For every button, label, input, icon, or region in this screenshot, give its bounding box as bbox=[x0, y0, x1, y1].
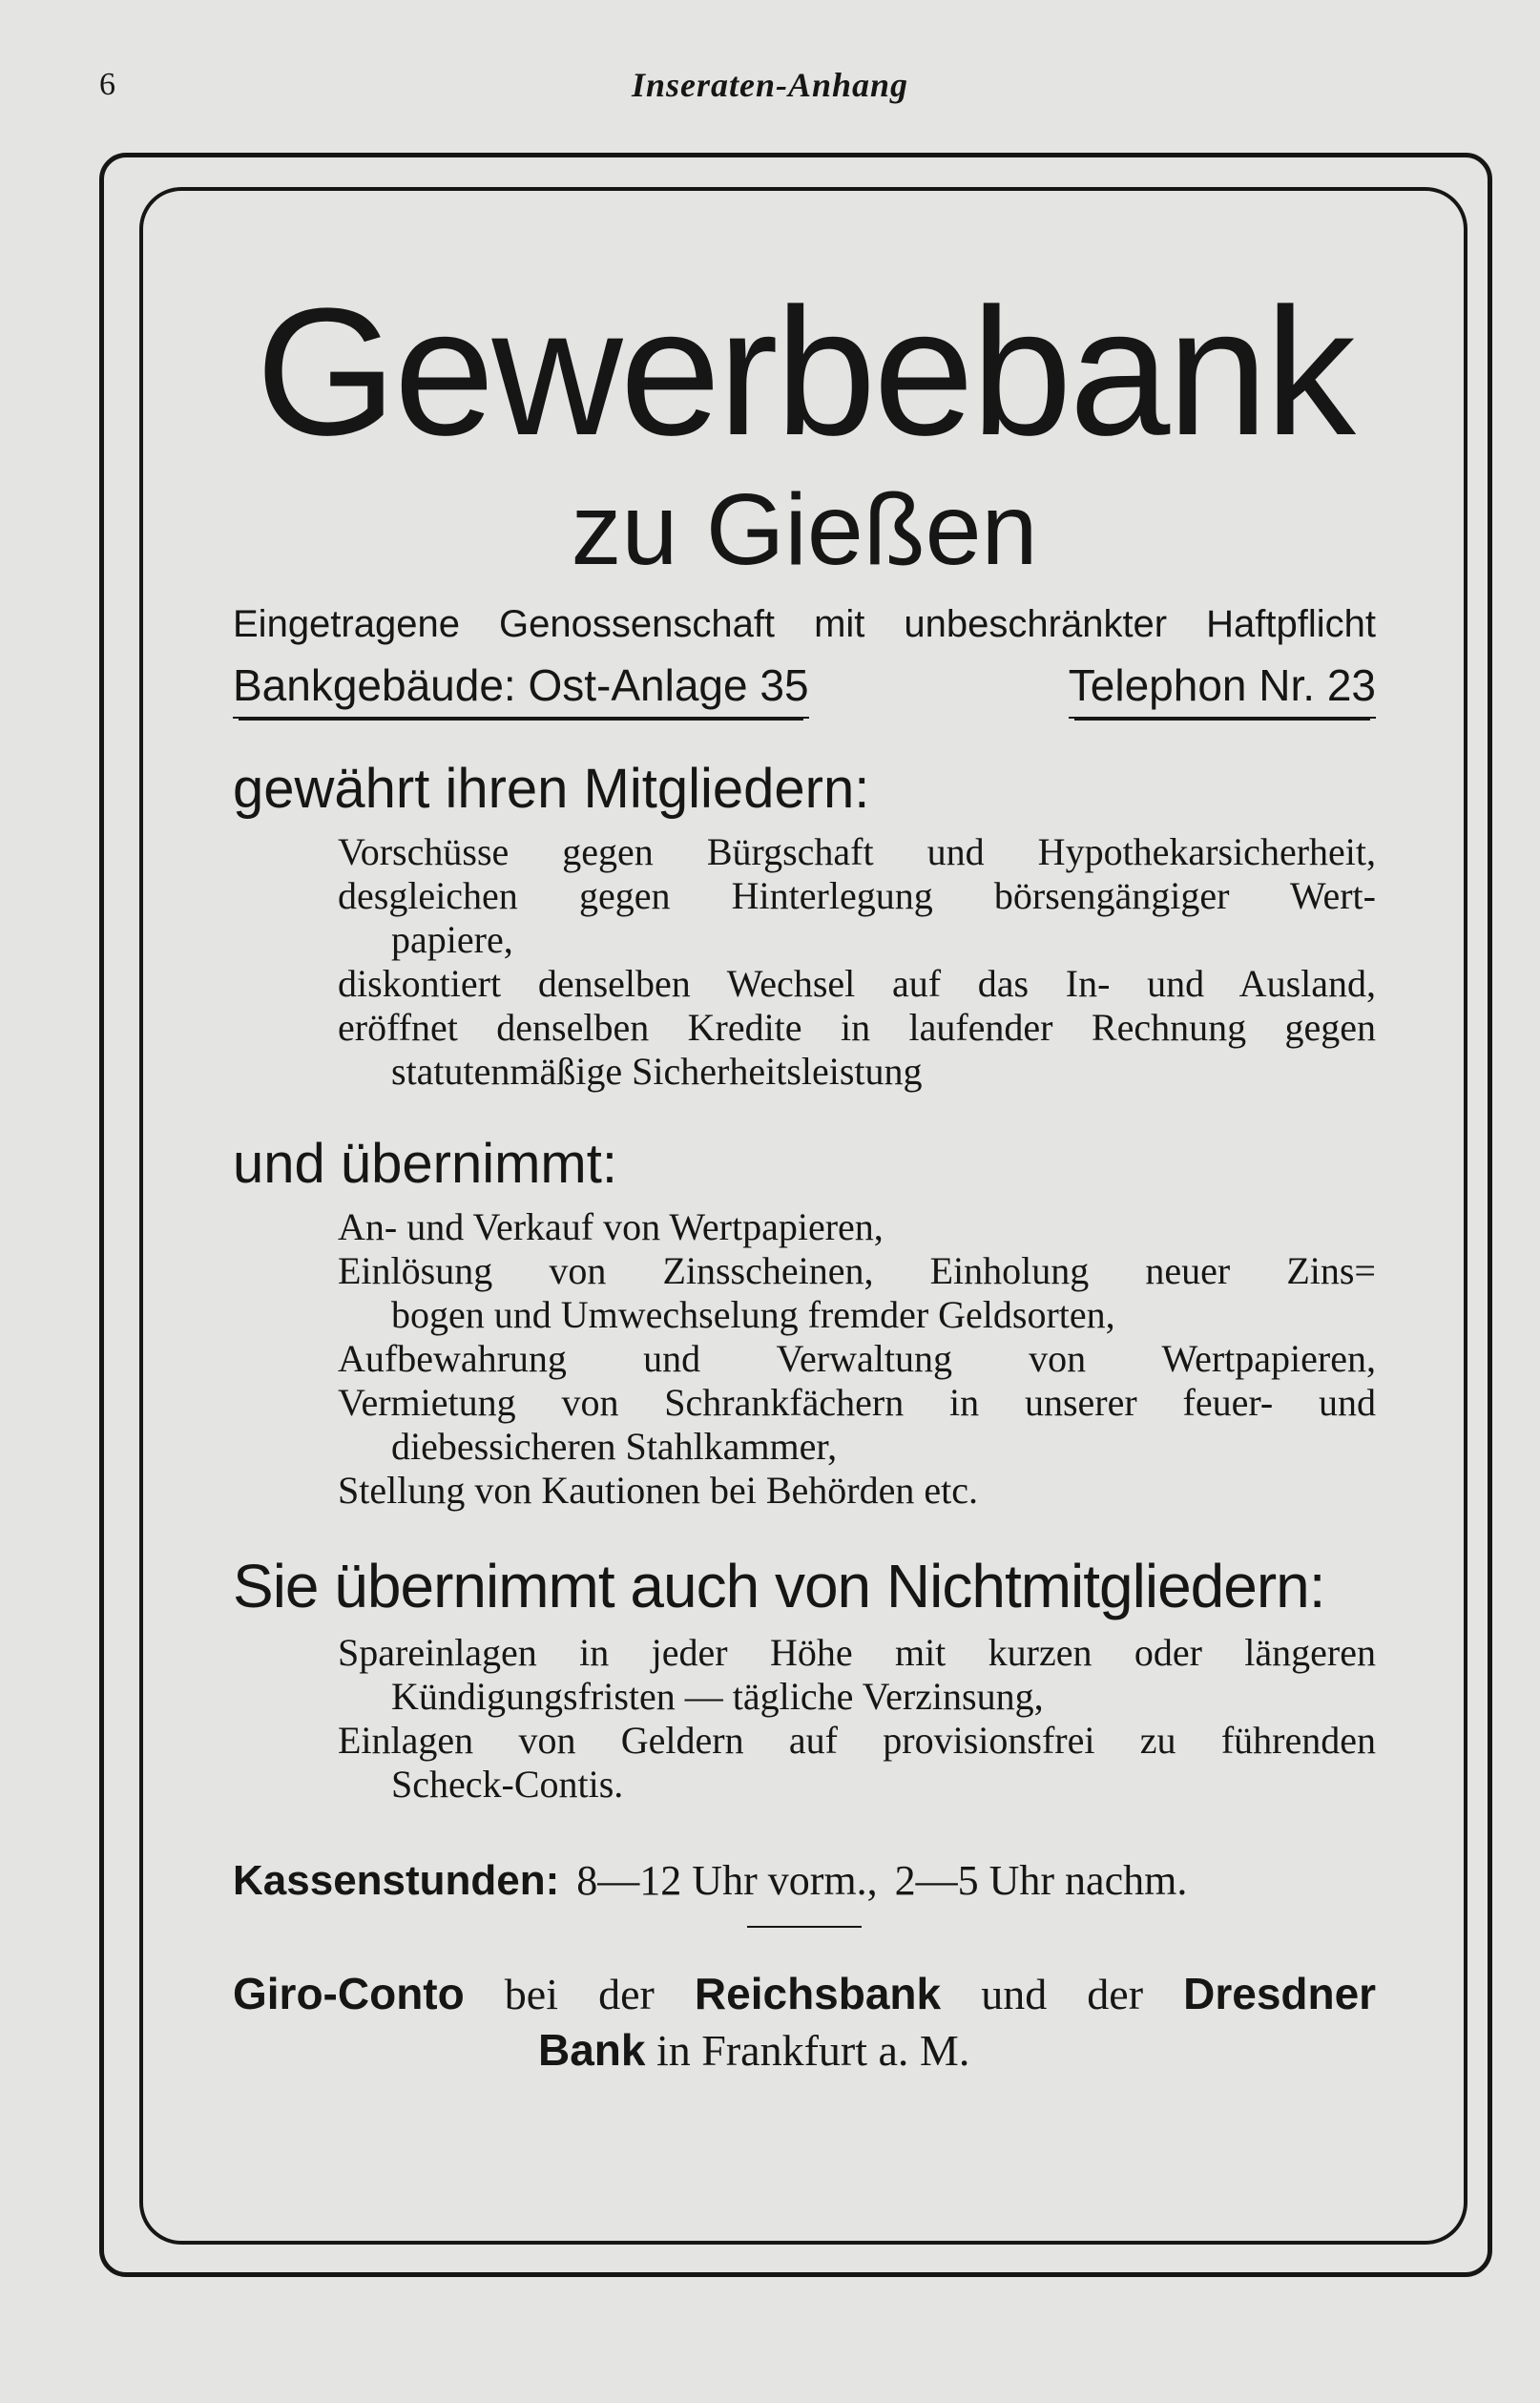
hours-morning: 8—12 Uhr vorm., bbox=[576, 1857, 878, 1904]
list-item: bogen und Umwechselung fremder Geldsorten, bbox=[391, 1293, 1115, 1336]
list-item: Aufbewahrung und Verwaltung von Wertpapieren, bbox=[338, 1337, 1376, 1380]
list-item: Spareinlagen in jeder Höhe mit kurzen oder längeren bbox=[338, 1631, 1376, 1674]
registration-line: Eingetragene Genossenschaft mit unbeschränkter Haftpflicht bbox=[233, 603, 1376, 645]
running-head: Inseraten-Anhang bbox=[631, 66, 909, 104]
cash-hours bbox=[233, 1856, 1376, 1905]
bank-address: Bankgebäude: Ost-Anlage 35 bbox=[233, 659, 809, 719]
list-item: Vermietung von Schrankfächern in unserer feuer- und bbox=[338, 1381, 1376, 1424]
divider bbox=[747, 1926, 862, 1928]
list-item: papiere, bbox=[391, 918, 513, 961]
giro-bank-reichsbank: Reichsbank bbox=[694, 1969, 942, 2018]
giro-location: in Frankfurt a. M. bbox=[656, 2026, 970, 2075]
giro-word: der bbox=[598, 1970, 655, 2018]
list-item: diebessicheren Stahlkammer, bbox=[391, 1425, 838, 1468]
list-item: statutenmäßige Sicherheitsleistung bbox=[391, 1050, 923, 1093]
section3-heading: Sie übernimmt auch von Nichtmitgliedern: bbox=[233, 1552, 1325, 1620]
bank-phone: Telephon Nr. 23 bbox=[1069, 659, 1376, 719]
giro-bank-dresdner: Dresdner bbox=[1183, 1969, 1377, 2018]
list-item: Einlösung von Zinsscheinen, Einholung neuer Zins= bbox=[338, 1249, 1376, 1292]
bank-subtitle: zu Gießen bbox=[571, 473, 1038, 586]
list-item: desgleichen gegen Hinterlegung börsengängiger Wert- bbox=[338, 874, 1376, 917]
section2-heading: und übernimmt: bbox=[233, 1133, 617, 1195]
hours-afternoon: 2—5 Uhr nachm. bbox=[894, 1857, 1188, 1904]
page-header bbox=[0, 59, 1540, 116]
address-row bbox=[233, 659, 1376, 719]
bank-title: Gewerbebank bbox=[256, 271, 1353, 473]
giro-word: und bbox=[981, 1970, 1048, 2018]
section1-heading: gewährt ihren Mitgliedern: bbox=[233, 758, 870, 820]
list-item: Kündigungsfristen — tägliche Verzinsung, bbox=[391, 1675, 1044, 1718]
advertisement bbox=[233, 271, 1377, 2079]
list-item: An- und Verkauf von Wertpapieren, bbox=[338, 1205, 884, 1248]
list-item: Scheck-Contis. bbox=[391, 1763, 624, 1806]
section1-list bbox=[233, 830, 1376, 1094]
giro-word: der bbox=[1087, 1970, 1144, 2018]
list-item: eröffnet denselben Kredite in laufender Rechnung gegen bbox=[338, 1006, 1376, 1049]
list-item: Stellung von Kautionen bei Behörden etc. bbox=[338, 1469, 978, 1512]
list-item: Vorschüsse gegen Bürgschaft und Hypothekarsicherheit, bbox=[338, 830, 1376, 873]
giro-label: Giro-Conto bbox=[233, 1969, 465, 2018]
list-item: diskontiert denselben Wechsel auf das In- und Ausland, bbox=[338, 962, 1376, 1005]
page-number: 6 bbox=[99, 67, 115, 102]
section3-list bbox=[233, 1631, 1376, 1807]
giro-account bbox=[233, 1966, 1376, 2079]
list-item: Einlagen von Geldern auf provisionsfrei zu führenden bbox=[338, 1719, 1376, 1762]
giro-word: bei bbox=[504, 1970, 558, 2018]
section2-list bbox=[233, 1205, 1376, 1513]
giro-bank-dresdner-cont: Bank bbox=[538, 2025, 646, 2075]
hours-label: Kassenstunden: bbox=[233, 1857, 560, 1904]
